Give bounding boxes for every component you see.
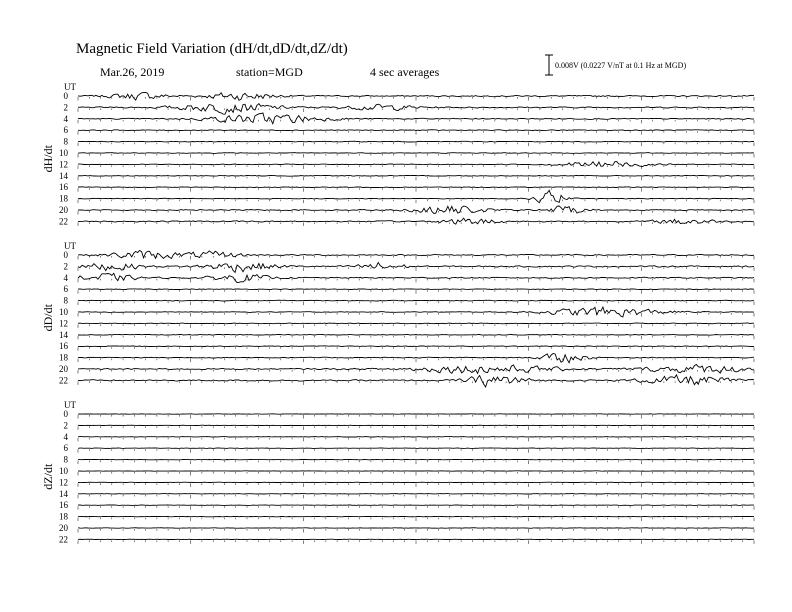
hour-tick-label: 16 [59,182,68,193]
hour-tick-label: 6 [63,284,68,295]
chart-title: Magnetic Field Variation (dH/dt,dD/dt,dZ/dt) [76,41,348,57]
hour-tick-label: 2 [63,261,68,272]
minute-ticks [78,143,754,147]
hour-tick-label: 2 [63,102,68,113]
hour-tick-label: 4 [63,272,68,283]
ut-label: UT [64,241,76,251]
ut-label: UT [64,82,76,92]
minute-ticks [78,290,754,294]
minute-ticks [78,200,754,204]
minute-ticks [78,506,754,510]
hour-tick-label: 20 [59,205,68,215]
hour-tick-label: 14 [59,488,68,499]
minute-ticks [78,518,754,522]
trace-8 [78,300,754,301]
hour-tick-label: 4 [63,113,68,124]
trace-10 [78,153,754,154]
trace-20 [78,528,754,529]
hour-tick-label: 0 [63,91,68,101]
station-label: station=MGD [236,65,303,79]
minute-ticks [78,154,754,158]
minute-ticks [78,131,754,135]
minute-ticks [78,495,754,499]
minute-ticks [78,256,754,260]
minute-ticks [78,302,754,306]
scale-bar [545,55,553,75]
minute-ticks [78,324,754,328]
minute-ticks [78,97,754,101]
minute-ticks [78,120,754,124]
hour-tick-label: 0 [63,250,68,260]
hour-tick-label: 16 [59,500,68,511]
panels [41,82,754,544]
trace-8 [78,141,754,142]
hour-tick-label: 22 [59,534,68,545]
averaging-label: 4 sec averages [370,65,440,79]
hour-tick-label: 20 [59,523,68,533]
hour-tick-label: 12 [59,477,68,488]
hour-tick-label: 6 [63,443,68,454]
minute-ticks [78,415,754,419]
trace-16 [78,187,754,188]
minute-ticks [78,267,754,271]
panel-label: dD/dt [41,304,55,332]
minute-ticks [78,279,754,283]
trace-14 [78,334,754,335]
hour-tick-label: 16 [59,341,68,352]
trace-6 [78,130,754,131]
minute-ticks [78,165,754,169]
minute-ticks [78,313,754,317]
scale-label: 0.008V (0.0227 V/nT at 0.1 Hz at MGD) [555,61,687,70]
minute-ticks [78,336,754,340]
trace-22 [78,375,754,387]
panel-dddt [41,241,754,387]
minute-ticks [78,222,754,226]
hour-tick-label: 10 [59,466,68,476]
hour-tick-label: 8 [63,295,68,306]
hour-tick-label: 12 [59,159,68,170]
minute-ticks [78,359,754,363]
trace-16 [78,346,754,347]
hour-tick-label: 2 [63,420,68,431]
hour-tick-label: 18 [59,511,68,522]
minute-ticks [78,483,754,487]
hour-tick-label: 22 [59,216,68,227]
hour-tick-label: 14 [59,170,68,181]
hour-tick-label: 10 [59,148,68,158]
hour-tick-label: 0 [63,409,68,419]
minute-ticks [78,461,754,465]
hour-tick-label: 18 [59,352,68,363]
panel-dzdt [41,400,754,544]
trace-12 [78,323,754,324]
minute-ticks [78,472,754,476]
date-label: Mar.26, 2019 [100,65,165,79]
trace-22 [78,539,754,540]
ut-label: UT [64,400,76,410]
hour-tick-label: 6 [63,125,68,136]
hour-tick-label: 4 [63,431,68,442]
hour-tick-label: 20 [59,364,68,374]
minute-ticks [78,438,754,442]
panel-label: dH/dt [41,145,55,173]
trace-6 [78,289,754,290]
minute-ticks [78,177,754,181]
minute-ticks [78,211,754,215]
panel-label: dZ/dt [41,463,55,490]
hour-tick-label: 22 [59,375,68,386]
hour-tick-label: 14 [59,329,68,340]
hour-tick-label: 18 [59,193,68,204]
minute-ticks [78,449,754,453]
hour-tick-label: 8 [63,136,68,147]
hour-tick-label: 10 [59,307,68,317]
minute-ticks [78,529,754,533]
hour-tick-label: 12 [59,318,68,329]
minute-ticks [78,426,754,430]
hour-tick-label: 8 [63,454,68,465]
minute-ticks [78,188,754,192]
trace-14 [78,175,754,176]
panel-dhdt [41,82,754,226]
minute-ticks [78,540,754,544]
minute-ticks [78,347,754,351]
